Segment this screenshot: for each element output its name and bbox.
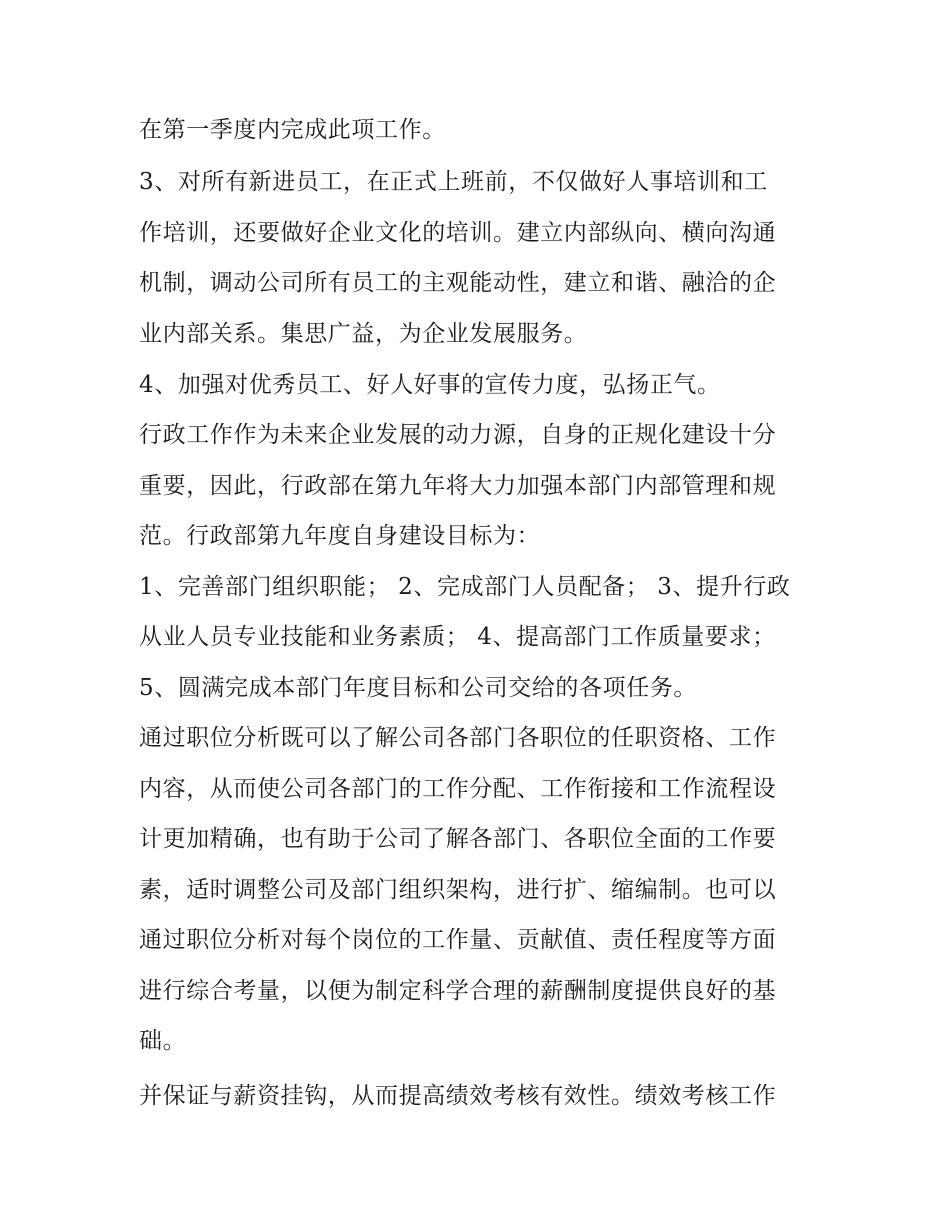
text-line: 业内部关系。集思广益，为企业发展服务。	[139, 321, 588, 347]
text-line: 在第一季度内完成此项工作。	[139, 117, 446, 143]
text-line: 机制，调动公司所有员工的主观能动性，建立和谐、融洽的企	[139, 270, 777, 296]
text-line: 并保证与薪资挂钩，从而提高绩效考核有效性。绩效考核工作	[139, 1083, 777, 1109]
text-line: 行政工作作为未来企业发展的动力源，自身的正规化建设十分	[139, 422, 777, 448]
text-line: 素，适时调整公司及部门组织架构，进行扩、缩编制。也可以	[139, 877, 777, 903]
text-line: 进行综合考量，以便为制定科学合理的薪酬制度提供良好的基	[139, 978, 777, 1004]
text-line: 从业人员专业技能和业务素质； 4、提高部门工作质量要求；	[139, 624, 776, 650]
text-line: 4、加强对优秀员工、好人好事的宣传力度，弘扬正气。	[139, 372, 721, 398]
text-line: 范。行政部第九年度自身建设目标为：	[139, 523, 541, 549]
text-line: 内容，从而使公司各部门的工作分配、工作衔接和工作流程设	[139, 776, 777, 802]
text-line: 作培训，还要做好企业文化的培训。建立内部纵向、横向沟通	[139, 220, 777, 246]
text-line: 1、完善部门组织职能； 2、完成部门人员配备； 3、提升行政	[139, 574, 791, 600]
text-line: 5、圆满完成本部门年度目标和公司交给的各项任务。	[139, 675, 698, 701]
text-line: 础。	[139, 1028, 187, 1054]
text-line: 3、对所有新进员工，在正式上班前，不仅做好人事培训和工	[139, 169, 768, 195]
text-line: 重要，因此，行政部在第九年将大力加强本部门内部管理和规	[139, 473, 777, 499]
text-line: 计更加精确，也有助于公司了解各部门、各职位全面的工作要	[139, 826, 777, 852]
text-line: 通过职位分析既可以了解公司各部门各职位的任职资格、工作	[139, 725, 777, 751]
text-line: 通过职位分析对每个岗位的工作量、贡献值、责任程度等方面	[139, 927, 777, 953]
